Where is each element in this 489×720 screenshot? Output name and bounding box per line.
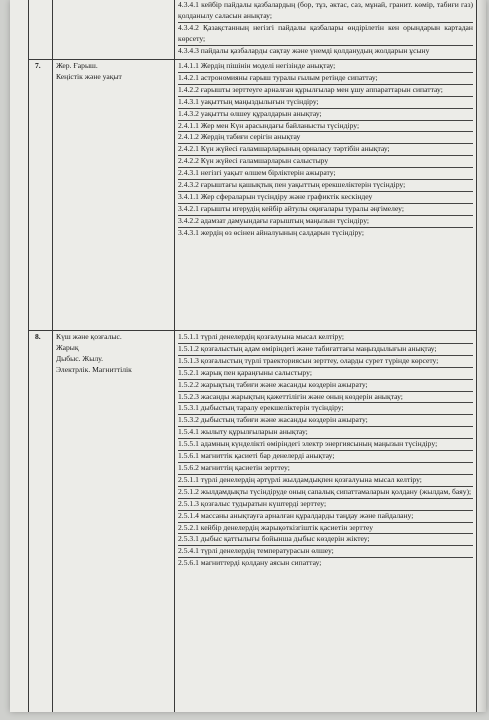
table-row <box>29 331 477 713</box>
learning-goal: 1.5.1.3 қозғалыстың түрлі траекториясын зерттеу, оларды сурет түрінде көрсету; <box>178 356 473 368</box>
row-number: 7. <box>29 60 53 331</box>
row-topic <box>53 0 175 60</box>
row-topic <box>53 60 175 331</box>
topic-line: Жер. Ғарыш. <box>56 61 98 70</box>
learning-goal: 1.4.2.2 ғарышты зерттеуге арналған құрылғылар мен ұшу аппараттарын сипаттау; <box>178 85 473 97</box>
learning-goal: 2.4.3.2 ғарыштағы қашықтық пен уақыттың ерекшеліктерін түсіндіру; <box>178 180 473 192</box>
learning-goal: 2.4.2.2 Күн жүйесі ғаламшарларын салыстыру <box>178 156 473 168</box>
learning-goal: 1.4.3.2 уақытты өлшеу құралдарын анықтау; <box>178 109 473 121</box>
learning-goal: 2.5.1.1 түрлі денелердің әртүрлі жылдамдықпен қозғалуына мысал келтіру; <box>178 475 473 487</box>
topic-line: Кеңістік және уақыт <box>56 71 122 81</box>
learning-goal: 2.4.1.1 Жер мен Күн арасындағы байланысты түсіндіру; <box>178 121 473 133</box>
learning-goal: 1.5.3.1 дыбыстың таралу ерекшеліктерін түсіндіру; <box>178 403 473 415</box>
learning-goal: 2.4.1.2 Жердің табиғи серігін анықтау <box>178 132 473 144</box>
learning-goal: 2.5.3.1 дыбыс қаттылығы бойынша дыбыс көздерін жіктеу; <box>178 534 473 546</box>
learning-goal: 2.5.4.1 түрлі денелердің температурасын өлшеу; <box>178 546 473 558</box>
learning-goal: 1.5.2.1 жарық пен қараңғыны салыстыру; <box>178 368 473 380</box>
learning-goal: 2.4.2.1 Күн жүйесі ғаламшарларының орналасу тәртібін анықтау; <box>178 144 473 156</box>
learning-goal: 1.4.1.1 Жердің пішінін моделі негізінде анықтау; <box>178 61 473 73</box>
learning-goal: 1.5.6.2 магниттің қасиетін зерттеу; <box>178 463 473 475</box>
photo-edge-shadow <box>476 0 486 712</box>
learning-goal: 3.4.1.1 Жер сфераларын түсіндіру және графиктік кескіндеу <box>178 192 473 204</box>
learning-goal: 1.5.2.3 жасанды жарықтың қажеттілігін және оның көздерін анықтау; <box>178 392 473 404</box>
curriculum-table <box>28 0 477 712</box>
learning-goal: 2.5.1.4 массаны анықтауға арналған құралдарды таңдау және пайдалану; <box>178 511 473 523</box>
topic-line: Дыбыс. Жылу. <box>56 353 104 363</box>
learning-goal: 3.4.2.1 ғарышты игерудің кейбір айтулы оқиғалары туралы әңгімелеу; <box>178 204 473 216</box>
learning-goal: 2.5.2.1 кейбір денелердің жарықөткізгіштік қасиетін зерттеу <box>178 523 473 535</box>
learning-goal: 1.5.1.2 қозғалыстың адам өміріндегі және табиғаттағы маңыздылығын анықтау; <box>178 344 473 356</box>
table-row <box>29 60 477 331</box>
document-page <box>10 0 486 712</box>
learning-goal: 3.4.2.2 адамзат дамуындағы ғарыштың маңызын түсіндіру; <box>178 216 473 228</box>
learning-goal: 2.5.1.2 жылдамдықты түсіндіруде оның сапалық сипаттамаларын қолдану (жылдам, баяу); <box>178 487 473 499</box>
row-goals <box>175 60 477 331</box>
row-topic <box>53 331 175 713</box>
learning-goal: 1.5.2.2 жарықтың табиғи және жасанды көздерін ажырату; <box>178 380 473 392</box>
row-number: 8. <box>29 331 53 713</box>
topic-line: Күш және қозғалыс. <box>56 332 122 341</box>
learning-goal: 4.3.4.3 пайдалы қазбаларды сақтау және үнемді қолданудың жолдарын ұсыну <box>178 45 430 55</box>
learning-goal: 1.5.4.1 жылыту құрылғыларын анықтау; <box>178 427 473 439</box>
learning-goal: 1.5.5.1 адамның күнделікті өміріндегі электр энергиясының маңызын түсіндіру; <box>178 439 473 451</box>
row-goals <box>175 0 477 60</box>
learning-goal: 4.3.4.1 кейбір пайдалы қазбалардың (бор, тұз, әктас, саз, мұнай, гранит. көмір, табиғи газ) қолданылу саласын анықтау; <box>178 0 473 23</box>
learning-goal: 1.5.3.2 дыбыстың табиғи және жасанды көздерін ажырату; <box>178 415 473 427</box>
learning-goal: 1.4.2.1 астрономияны ғарыш туралы ғылым ретінде сипаттау; <box>178 73 473 85</box>
learning-goal: 1.5.6.1 магниттік қасиеті бар денелерді анықтау; <box>178 451 473 463</box>
learning-goal: 2.4.3.1 негізгі уақыт өлшем бірліктерін ажырату; <box>178 168 473 180</box>
topic-line: Жарық <box>56 342 79 352</box>
table-body <box>29 0 477 712</box>
row-goals <box>175 331 477 713</box>
learning-goal: 2.5.1.3 қозғалыс тудыратын күштерді зерттеу; <box>178 499 473 511</box>
table-row <box>29 0 477 60</box>
learning-goal: 1.4.3.1 уақыттың маңыздылығын түсіндіру; <box>178 97 473 109</box>
row-number <box>29 0 53 60</box>
learning-goal: 4.3.4.2 Қазақстанның негізгі пайдалы қазбалары өндірілетін кен орындарын картадан көрсету; <box>178 23 473 46</box>
topic-line: Электрлік. Магниттілік <box>56 364 132 374</box>
learning-goal: 1.5.1.1 түрлі денелердің қозғалуына мысал келтіру; <box>178 332 473 344</box>
learning-goal: 3.4.3.1 жердің өз өсінен айналуының салдарын түсіндіру; <box>178 227 364 237</box>
learning-goal: 2.5.6.1 магниттерді қолдану аясын сипаттау; <box>178 558 322 568</box>
